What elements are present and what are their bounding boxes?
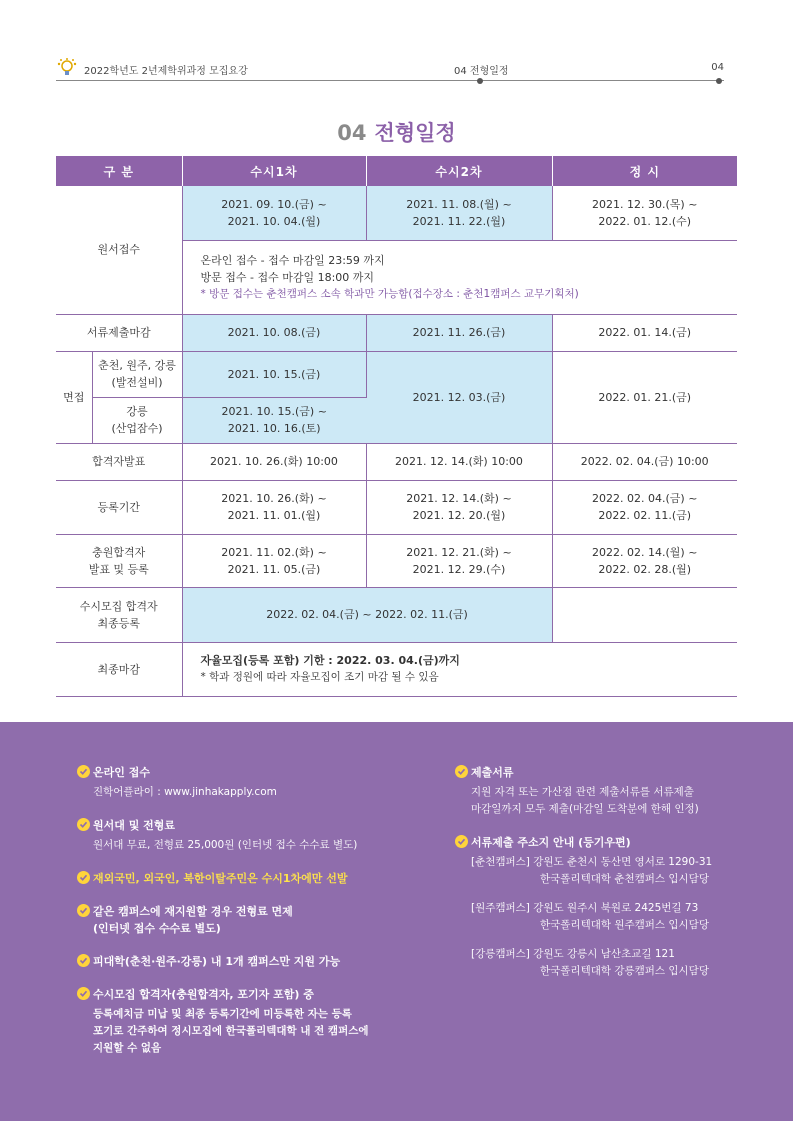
address-line: [원주캠퍼스] 강원도 원주시 북원로 2425번길 73 <box>471 902 699 914</box>
cell-line: 수시모집 합격자 <box>79 599 158 613</box>
table-cell <box>366 534 552 587</box>
table-cell <box>552 480 737 534</box>
table-cell: 2021. 12. 03.(금) <box>366 351 552 443</box>
info-body-line: 마감일까지 모두 제출(마감일 도착분에 한해 인정) <box>471 803 699 815</box>
cell-line: 2022. 02. 11.(금) <box>598 509 692 522</box>
info-item <box>77 764 417 801</box>
check-icon <box>455 765 468 778</box>
cell-line: 2022. 02. 04.(금) ~ <box>592 492 698 505</box>
row-label: 등록기간 <box>56 480 182 534</box>
info-item <box>77 903 417 937</box>
deadline-note: * 학과 정원에 따라 자율모집이 조기 마감 될 수 있음 <box>200 671 439 683</box>
info-item <box>455 834 755 980</box>
table-cell <box>182 534 366 587</box>
document-title: 2022학년도 2년제학위과정 모집요강 <box>84 66 248 77</box>
info-panel <box>0 722 793 1121</box>
info-body <box>471 784 755 818</box>
page-header <box>56 58 724 80</box>
address-entry <box>471 854 755 888</box>
table-header-row <box>56 156 737 186</box>
row-label: 원서접수 <box>56 186 182 314</box>
check-icon <box>77 954 90 967</box>
info-body-line: 지원할 수 없음 <box>93 1042 162 1054</box>
check-icon <box>77 765 90 778</box>
page-number: 04 <box>711 62 724 73</box>
address-line: [강릉캠퍼스] 강원도 강릉시 남산초교길 121 <box>471 948 675 960</box>
row-sublabel <box>92 397 182 443</box>
cell-line: 2021. 11. 02.(화) ~ <box>221 545 327 559</box>
header-dot <box>477 78 483 84</box>
header-regular: 정 시 <box>552 156 737 186</box>
cell-line: 2021. 12. 14.(화) ~ <box>406 492 512 505</box>
table-cell: 2022. 02. 04.(금) ~ 2022. 02. 11.(금) <box>182 587 552 642</box>
table-row <box>56 314 737 351</box>
cell-line: 2022. 02. 28.(월) <box>598 562 692 576</box>
table-cell: 2021. 10. 15.(금) <box>182 351 366 397</box>
check-icon <box>455 835 468 848</box>
table-cell: 2021. 12. 14.(화) 10:00 <box>366 443 552 480</box>
table-cell: 2022. 01. 14.(금) <box>552 314 737 351</box>
check-icon <box>77 818 90 831</box>
cell-line: 2021. 10. 15.(금) ~ <box>221 405 327 418</box>
table-cell: 2022. 01. 21.(금) <box>552 351 737 443</box>
check-icon <box>77 987 90 1000</box>
deadline-main: 자율모집(등록 포함) 기한 : 2022. 03. 04.(금)까지 <box>200 654 460 667</box>
info-heading: 같은 캠퍼스에 재지원할 경우 전형료 면제 <box>93 905 293 918</box>
application-method-cell <box>182 240 737 314</box>
row-label <box>56 587 182 642</box>
cell-line: 2021. 10. 04.(월) <box>227 214 321 228</box>
table-row <box>56 534 737 587</box>
table-cell <box>182 186 366 240</box>
table-row <box>56 186 737 240</box>
header-dot <box>716 78 722 84</box>
info-body: 진학어플라이 : www.jinhakapply.com <box>93 786 277 798</box>
cell-line: 강릉 <box>126 405 148 418</box>
title-text: 전형일정 <box>374 121 456 145</box>
info-body <box>93 1006 417 1057</box>
table-cell: 2022. 02. 04.(금) 10:00 <box>552 443 737 480</box>
info-item <box>77 986 417 1057</box>
table-cell: 2021. 10. 26.(화) 10:00 <box>182 443 366 480</box>
table-cell <box>182 480 366 534</box>
info-left-column <box>77 764 417 1073</box>
table-row <box>56 642 737 696</box>
cell-line: 2021. 11. 08.(월) ~ <box>406 197 512 211</box>
table-cell <box>182 397 366 443</box>
info-heading: 온라인 접수 <box>93 766 150 779</box>
info-heading: 피대학(춘천·원주·강릉) 내 1개 캠퍼스만 지원 가능 <box>93 955 341 968</box>
cell-line: (발전설비) <box>111 376 163 389</box>
header-susi1: 수시1차 <box>182 156 366 186</box>
info-body: (인터넷 접수 수수료 별도) <box>93 922 221 935</box>
header-rule <box>56 80 724 81</box>
info-body-line: 포기로 간주하여 정시모집에 한국폴리텍대학 내 전 캠퍼스에 <box>93 1025 369 1037</box>
visit-restriction-note: * 방문 접수는 춘천캠퍼스 소속 학과만 가능함(접수장소 : 춘천1캠퍼스 교무기획처) <box>200 287 579 300</box>
address-line: [춘천캠퍼스] 강원도 춘천시 동산면 영서로 1290-31 <box>471 856 713 868</box>
cell-line: 2021. 09. 10.(금) ~ <box>221 197 327 211</box>
row-sublabel <box>92 351 182 397</box>
address-entry <box>471 900 755 934</box>
table-cell: 2021. 11. 26.(금) <box>366 314 552 351</box>
address-list <box>471 854 755 980</box>
cell-line: 2021. 11. 01.(월) <box>227 509 321 522</box>
info-body-line: 등록예치금 미납 및 최종 등록기간에 미등록한 자는 등록 <box>93 1008 352 1020</box>
deadline-cell <box>182 642 737 696</box>
cell-line: 2021. 10. 26.(화) ~ <box>221 492 327 505</box>
section-title: 04 전형일정 <box>454 66 509 77</box>
info-item <box>455 764 755 818</box>
info-right-column <box>455 764 755 996</box>
table-row <box>56 443 737 480</box>
info-item <box>77 870 417 887</box>
cell-line: 2021. 11. 22.(월) <box>412 214 506 228</box>
header-susi2: 수시2차 <box>366 156 552 186</box>
info-item <box>77 817 417 854</box>
online-note: 온라인 접수 - 접수 마감일 23:59 까지 <box>200 253 385 267</box>
info-heading: 제출서류 <box>471 766 514 779</box>
cell-line: 충원합격자 <box>92 545 146 559</box>
table-row <box>56 480 737 534</box>
schedule-table <box>56 156 737 697</box>
title-number: 04 <box>337 121 367 145</box>
table-cell <box>552 186 737 240</box>
check-icon <box>77 904 90 917</box>
cell-line: 2021. 12. 21.(화) ~ <box>406 545 512 559</box>
table-cell <box>366 480 552 534</box>
cell-line: 2021. 12. 30.(목) ~ <box>592 197 698 211</box>
row-label: 서류제출마감 <box>56 314 182 351</box>
row-label: 최종마감 <box>56 642 182 696</box>
cell-line: 최종등록 <box>97 616 140 630</box>
cell-line: 2021. 12. 29.(수) <box>412 562 506 576</box>
cell-line: 2021. 11. 05.(금) <box>227 562 321 576</box>
address-line: 한국폴리텍대학 춘천캠퍼스 입시담당 <box>540 873 709 885</box>
cell-line: (산업잠수) <box>111 422 163 435</box>
info-heading: 서류제출 주소지 안내 (등기우편) <box>471 836 631 849</box>
row-label <box>56 534 182 587</box>
address-entry <box>471 946 755 980</box>
info-heading: 수시모집 합격자(충원합격자, 포기자 포함) 중 <box>93 988 314 1001</box>
header-category: 구 분 <box>56 156 182 186</box>
row-label: 합격자발표 <box>56 443 182 480</box>
table-cell: 2021. 10. 08.(금) <box>182 314 366 351</box>
page-title <box>0 117 793 147</box>
visit-note: 방문 접수 - 접수 마감일 18:00 까지 <box>200 270 375 284</box>
info-heading-highlight: 재외국민, 외국인, 북한이탈주민은 수시1차에만 선발 <box>93 872 348 885</box>
table-row <box>56 351 737 397</box>
cell-line: 2021. 12. 20.(월) <box>412 509 506 522</box>
cell-line: 2022. 01. 12.(수) <box>598 214 692 228</box>
row-label: 면접 <box>56 351 92 443</box>
lightbulb-logo-icon <box>56 58 78 78</box>
cell-line: 발표 및 등록 <box>88 562 149 576</box>
address-line: 한국폴리텍대학 강릉캠퍼스 입시담당 <box>540 965 709 977</box>
info-heading: 원서대 및 전형료 <box>93 819 176 832</box>
table-row <box>56 587 737 642</box>
info-body: 원서대 무료, 전형료 25,000원 (인터넷 접수 수수료 별도) <box>93 839 358 851</box>
table-cell <box>552 587 737 642</box>
info-item <box>77 953 417 970</box>
address-line: 한국폴리텍대학 원주캠퍼스 입시담당 <box>540 919 709 931</box>
table-cell <box>552 534 737 587</box>
cell-line: 2022. 02. 14.(월) ~ <box>592 545 698 559</box>
check-icon <box>77 871 90 884</box>
cell-line: 춘천, 원주, 강릉 <box>98 359 176 372</box>
table-cell <box>366 186 552 240</box>
info-body-line: 지원 자격 또는 가산점 관련 제출서류를 서류제출 <box>471 786 694 798</box>
cell-line: 2021. 10. 16.(토) <box>227 422 321 435</box>
